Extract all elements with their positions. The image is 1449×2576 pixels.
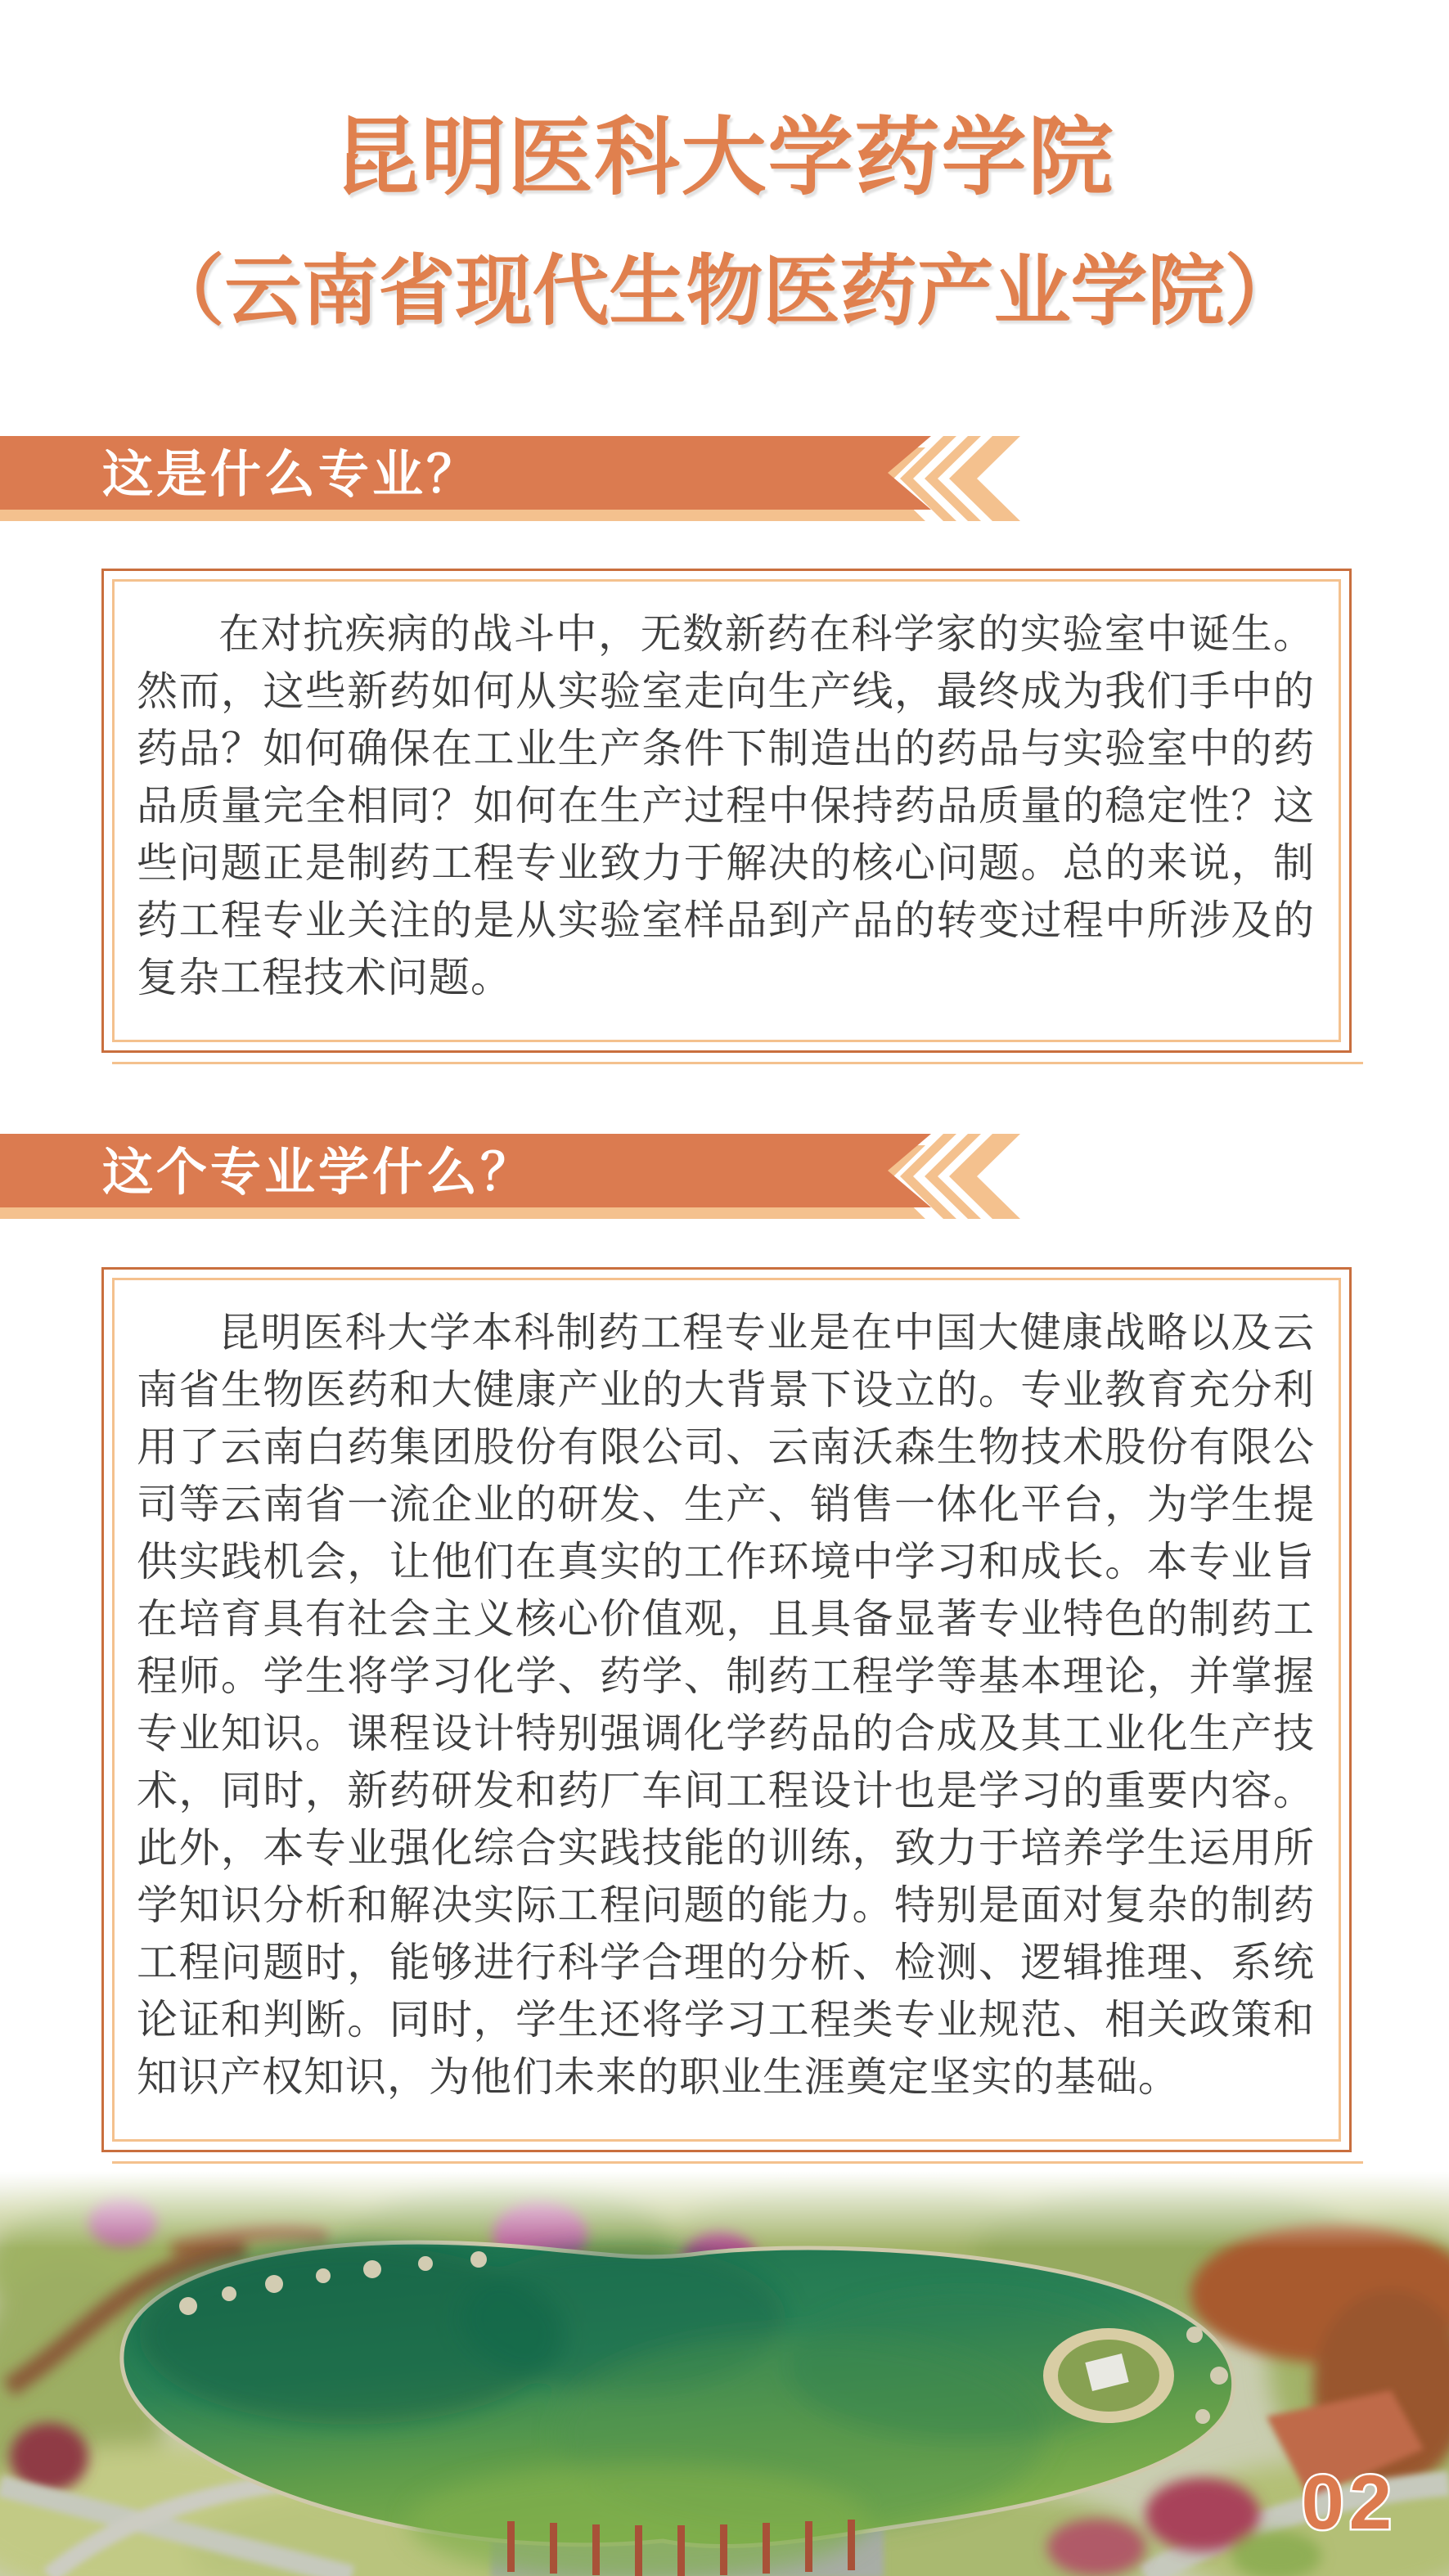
campus-pond-illustration xyxy=(0,2171,1449,2576)
page-title-line2: （云南省现代生物医药产业学院） xyxy=(147,248,1302,334)
section-heading: 这个专业学什么？ xyxy=(102,1144,535,1201)
page-title xyxy=(0,97,1449,348)
page-title-line1: 昆明医科大学药学院 xyxy=(334,110,1115,205)
section-banner-what-is-this-major xyxy=(0,436,1033,524)
page-number: 02 xyxy=(1301,2459,1397,2545)
section-banner-what-do-you-learn xyxy=(0,1134,1033,1221)
campus-pond-aerial-photo xyxy=(0,2171,1449,2576)
section-heading: 这是什么专业？ xyxy=(102,447,481,503)
section-body-text: 在对抗疾病的战斗中，无数新药在科学家的实验室中诞生。然而，这些新药如何从实验室走向生产线，最终成为我们手中的药品？如何确保在工业生产条件下制造出的药品与实验室中的药品质量完全相同？如何在生产过程中保持药品质量的稳定性？这些问题正是制药工程专业致力于解决的核心问题。总的来说，制药工程专业关注的是从实验室样品到产品的转变过程中所涉及的复杂工程技术问题。 xyxy=(137,611,1315,1000)
section-card-what-do-you-learn xyxy=(101,1267,1352,2152)
section-body-text: 昆明医科大学本科制药工程专业是在中国大健康战略以及云南省生物医药和大健康产业的大背景下设立的。专业教育充分利用了云南白药集团股份有限公司、云南沃森生物技术股份有限公司等云南省一流企业的研发、生产、销售一体化平台，为学生提供实践机会，让他们在真实的工作环境中学习和成长。本专业旨在培育具有社会主义核心价值观，且具备显著专业特色的制药工程师。学生将学习化学、药学、制药工程学等基本理论，并掌握专业知识。课程设计特别强调化学药品的合成及其工业化生产技术，同时，新药研发和药厂车间工程设计也是学习的重要内容。此外，本专业强化综合实践技能的训练，致力于培养学生运用所学知识分析和解决实际工程问题的能力。特别是面对复杂的制药工程问题时，能够进行科学合理的分析、检测、逻辑推理、系统论证和判断。同时，学生还将学习工程类专业规范、相关政策和知识产权知识，为他们未来的职业生涯奠定坚实的基础。 xyxy=(137,1310,1315,2100)
section-card-what-is-this-major xyxy=(101,569,1352,1053)
